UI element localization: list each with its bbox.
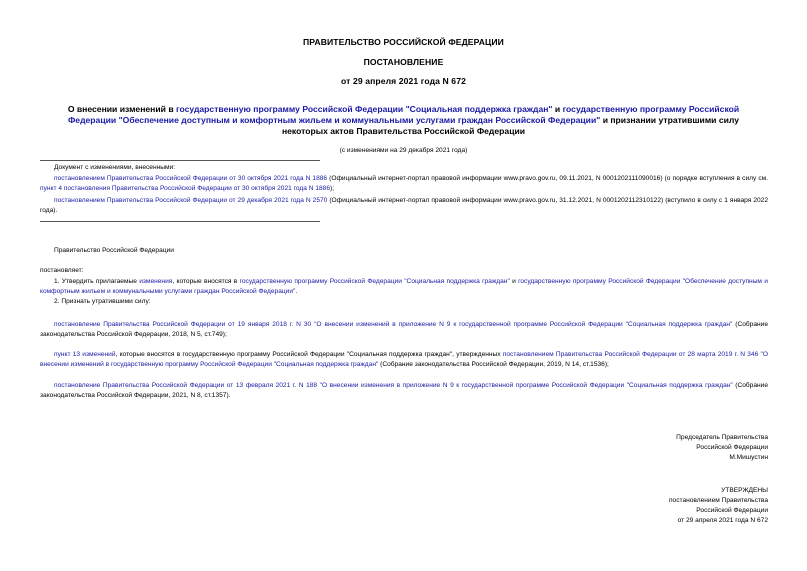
amendments-note: (с изменениями на 29 декабря 2021 года) [339, 147, 468, 154]
change-link-1886-p4[interactable]: пункт 4 постановления Правительства Российской Федерации от 30 октября 2021 года N 1886 [40, 184, 331, 192]
repealed-item-3-text: (Собрание законодательства Российской Федерации, 2021, N 8, ст.1357). [40, 382, 769, 399]
repealed-link-30[interactable]: постановление Правительства Российской Федерации от 19 января 2018 г. N 30 "О внесении изменений в приложение N 9 к государственной программе Российской Федерации "Социальная поддержка граждан" [54, 321, 733, 328]
document-title [60, 104, 747, 137]
paragraph-2: 2. Признать утратившими силу: [54, 298, 151, 305]
change-item-1-end: ); [330, 184, 335, 192]
title-text-3: и признании утратившими силу некоторых актов Правительства Российской Федерации [281, 115, 740, 136]
change-item-2 [40, 196, 768, 215]
signature-block [560, 433, 768, 463]
title-text-1: О внесении изменений в [67, 104, 176, 114]
p1-link-housing-program[interactable]: государственную программу Российской Федерации "Обеспечение доступным и комфортным жильем и коммунальными услугами граждан Российской Федерации" [40, 278, 768, 295]
p1-text-c: и [509, 278, 519, 285]
repealed-item-2 [40, 350, 768, 370]
repealed-item-2-text-a: , которые вносятся в государственную программу Российской Федерации "Социальная поддержка граждан", утвержденных [115, 351, 503, 358]
p1-text-b: , которые вносятся в [172, 278, 240, 285]
government-label: Правительство Российской Федерации [54, 247, 174, 254]
repealed-link-346[interactable]: постановлением Правительства Российской Федерации от 28 марта 2019 г. N 346 "О внесении изменений в государственную программу Российской Федерации "Социальная поддержка граждан" [40, 351, 768, 368]
repealed-link-188[interactable]: постановление Правительства Российской Федерации от 13 февраля 2021 г. N 188 "О внесении изменения в приложение N 9 к государственной программе Российской Федерации "Социальная поддержка граждан" [54, 382, 733, 389]
p1-link-social-support[interactable]: государственную программу Российской Федерации "Социальная поддержка граждан" [239, 278, 510, 285]
document-date-number: от 29 апреля 2021 года N 672 [341, 76, 466, 86]
title-link-social-support[interactable]: государственную программу Российской Федерации "Социальная поддержка граждан" [176, 104, 553, 114]
repealed-item-1-text: (Собрание законодательства Российской Федерации, 2018, N 5, ст.749); [40, 321, 768, 338]
p1-text-d: . [295, 288, 298, 295]
signature-org: Российской Федерации [696, 444, 768, 451]
approved-org: Российской Федерации [696, 507, 768, 514]
repealed-item-2-text-b: (Собрание законодательства Российской Федерации, 2019, N 14, ст.1536); [378, 361, 609, 368]
title-text-2: и [552, 104, 563, 114]
approved-heading: УТВЕРЖДЕНЫ [721, 487, 768, 494]
resolves-label: постановляет: [40, 267, 84, 274]
approved-by: постановлением Правительства [668, 497, 768, 504]
change-item-2-text: (Официальный интернет-портал правовой информации www.pravo.gov.ru, 31.12.2021, N 0001202112310122) (вступило в силу с 1 января 2022 года). [40, 197, 768, 214]
paragraph-1 [40, 277, 768, 297]
repealed-item-3 [40, 381, 768, 401]
approved-date: от 29 апреля 2021 года N 672 [677, 517, 768, 524]
title-link-housing-program[interactable]: государственную программу Российской Федерации "Обеспечение доступным и комфортным жильем и коммунальными услугами граждан Российской Федерации" [67, 104, 740, 125]
signature-name: М.Мишустин [729, 454, 768, 461]
change-item-1-text: (Официальный интернет-портал правовой информации www.pravo.gov.ru, 09.11.2021, N 0001202111090016) (о порядке вступления в силу см. [327, 175, 768, 182]
change-link-1886[interactable]: постановлением Правительства Российской Федерации от 30 октября 2021 года N 1886 [54, 175, 328, 182]
divider-bottom [40, 221, 320, 222]
approved-block [560, 486, 768, 526]
p1-text-a: 1. Утвердить прилагаемые [54, 278, 140, 285]
signature-title: Председатель Правительства [676, 434, 768, 441]
changes-intro: Документ с изменениями, внесенными: [54, 164, 176, 171]
repealed-link-p13[interactable]: пункт 13 изменений [54, 351, 116, 358]
divider-top [40, 160, 320, 161]
repealed-item-1 [40, 320, 768, 340]
p1-link-changes[interactable]: изменения [139, 278, 173, 285]
document-type: ПОСТАНОВЛЕНИЕ [363, 57, 444, 67]
change-link-2570[interactable]: постановлением Правительства Российской Федерации от 29 декабря 2021 года N 2570 [54, 197, 328, 204]
change-item-1 [40, 174, 768, 193]
government-name: ПРАВИТЕЛЬСТВО РОССИЙСКОЙ ФЕДЕРАЦИИ [303, 37, 504, 47]
